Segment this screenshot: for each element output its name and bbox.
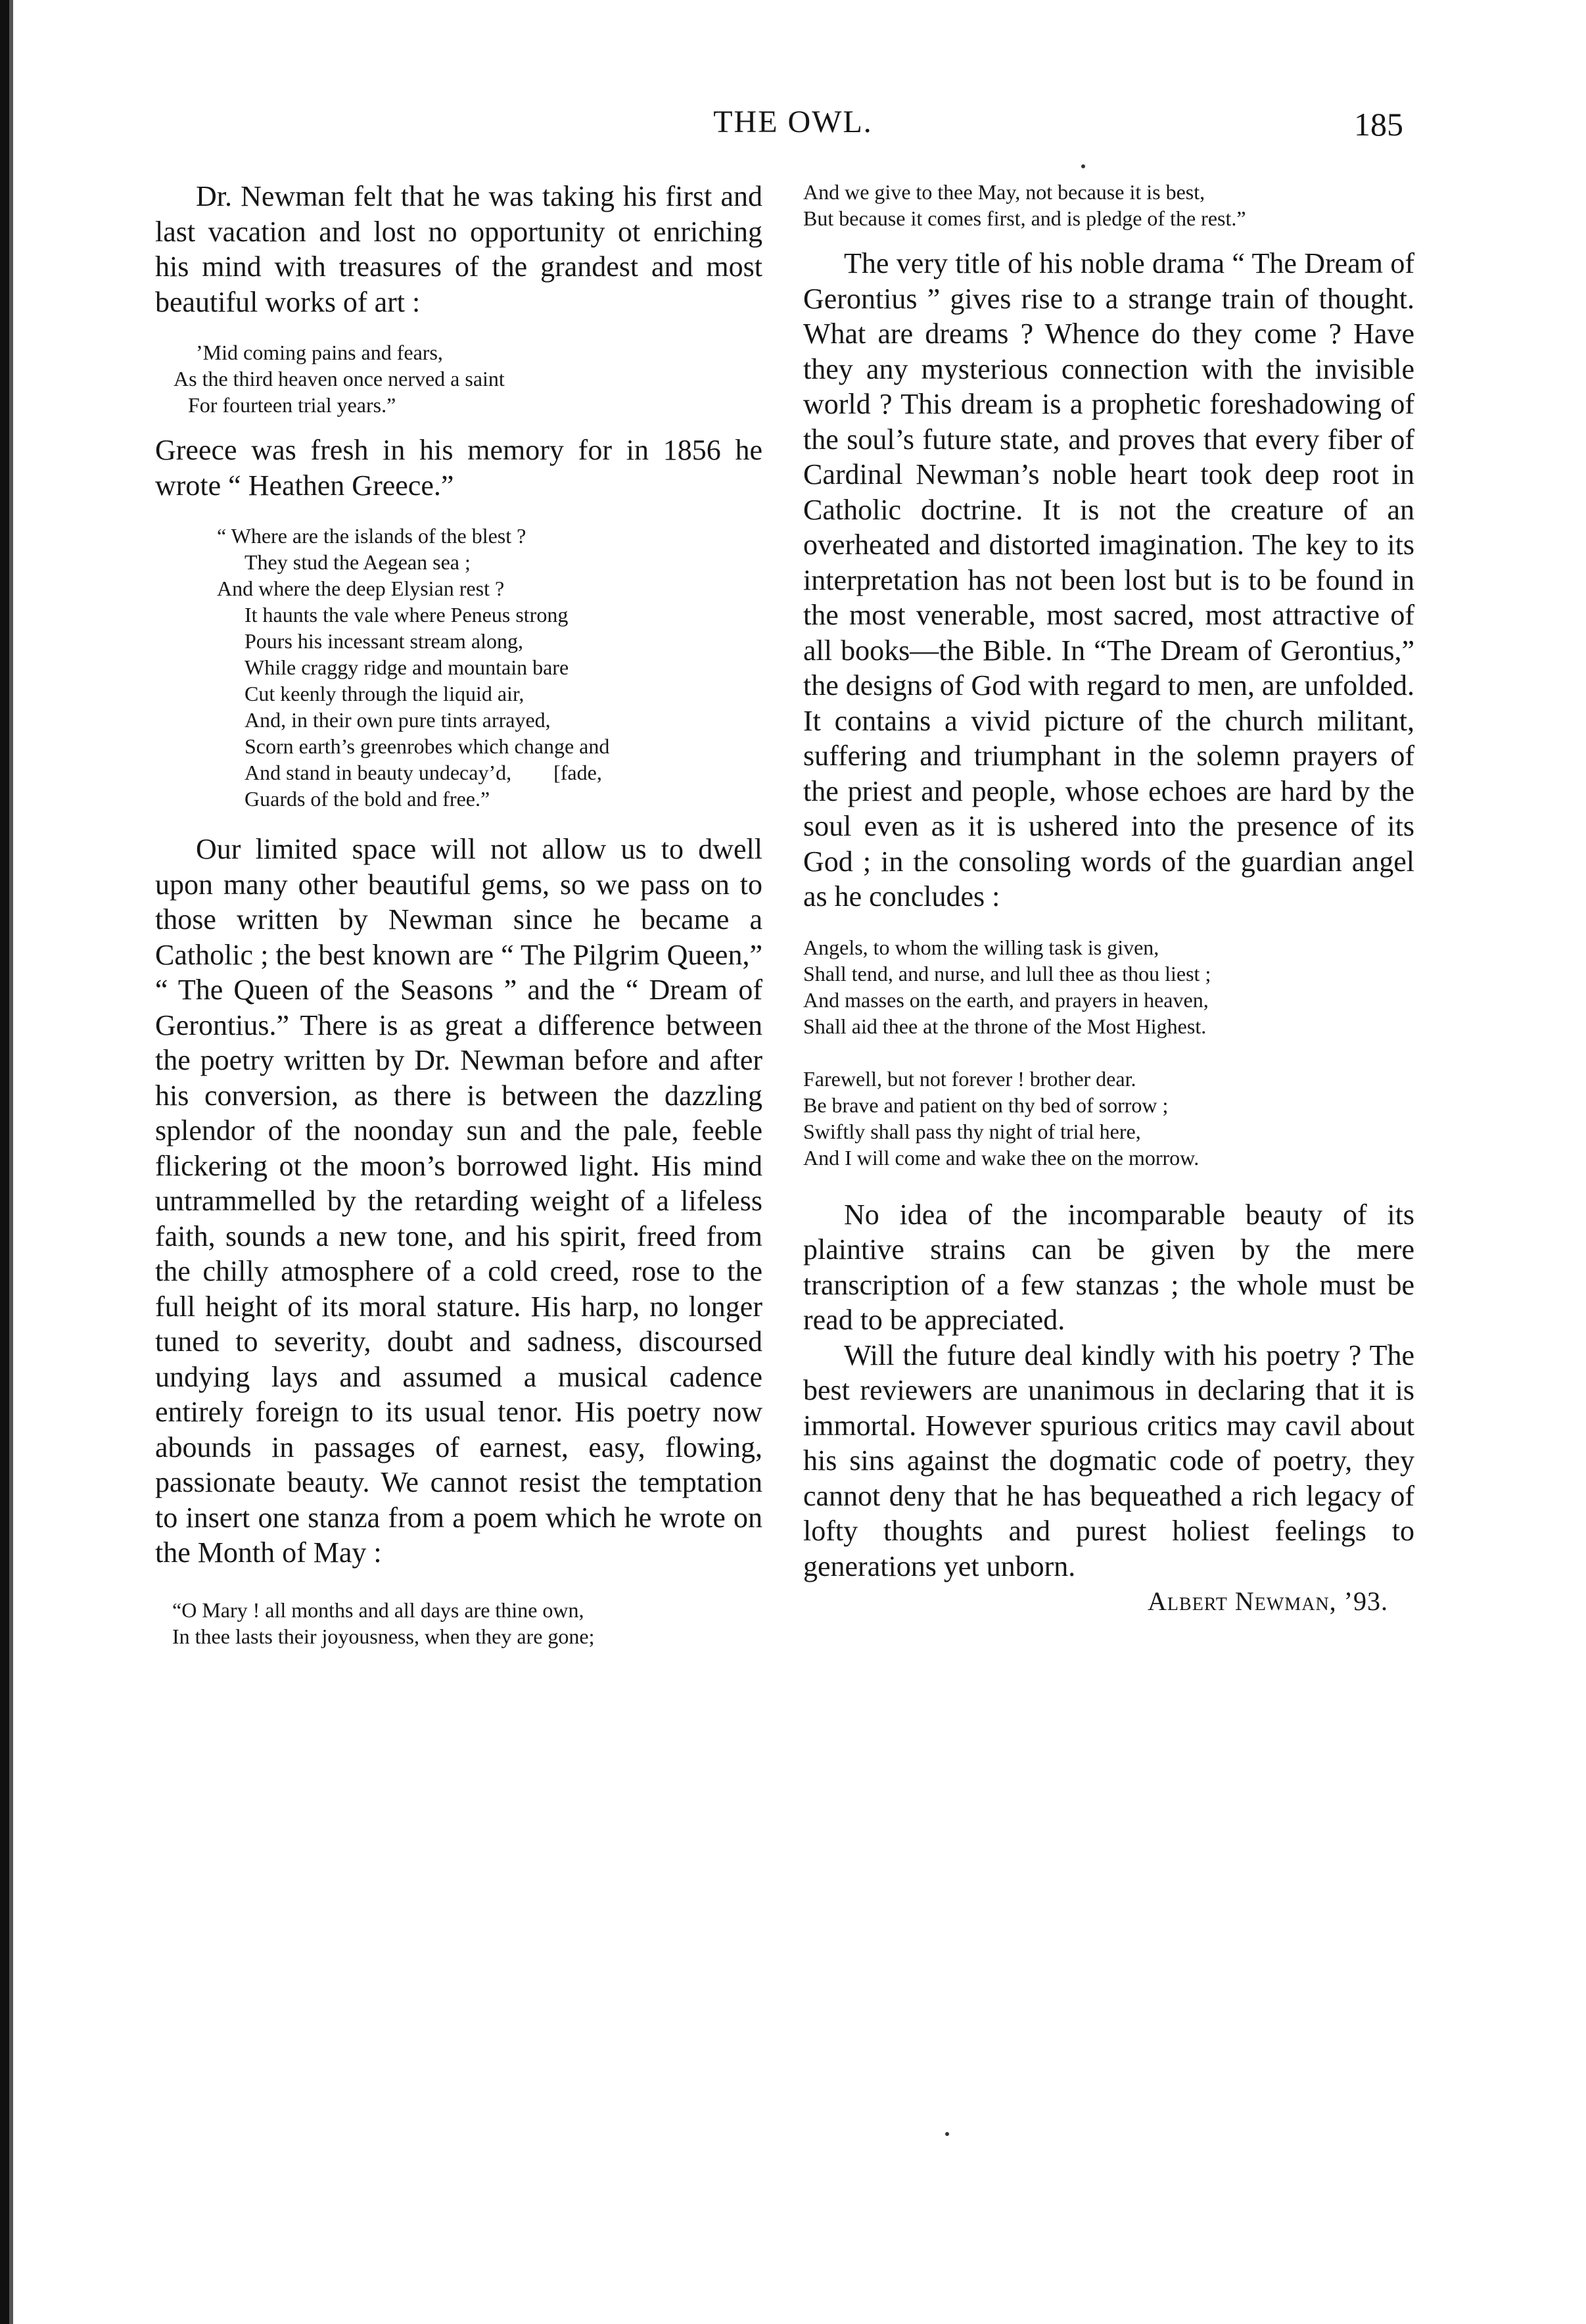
print-speck xyxy=(945,2132,949,2136)
verse-saint xyxy=(155,339,762,418)
right-column xyxy=(803,179,1414,1619)
verse-line: ’Mid coming pains and fears, xyxy=(196,341,443,364)
verse-line: And, in their own pure tints arrayed, xyxy=(245,708,551,732)
verse-line: It haunts the vale where Peneus strong xyxy=(245,603,569,627)
verse-line: Shall tend, and nurse, and lull thee as thou liest ; xyxy=(803,961,1211,985)
verse-line: And masses on the earth, and prayers in heaven, xyxy=(803,987,1209,1012)
verse-line: For fourteen trial years.” xyxy=(188,393,396,417)
verse-angel-farewell-1 xyxy=(803,934,1414,1039)
verse-line: Scorn earth’s greenrobes which change and xyxy=(245,734,610,758)
verse-line: While craggy ridge and mountain bare xyxy=(245,655,569,679)
right-paragraph-1: The very title of his noble drama “ The Dream of Gerontius ” gives rise to a strange train of thought. What are dreams ? Whence do they come ? Have they any mysterious connection with the invisible world ? This dream is a prophetic foreshadowing of the soul’s future state, and proves that every fiber of Cardinal Newman’s noble heart took deep root in Catholic doctrine. It is not the creature of an overheated and distorted imagination. The key to its interpretation has not been lost but is to be found in the most venerable, most sacred, most attractive of all books—the Bible. In “The Dream of Gerontius,” the designs of God with regard to men, are unfolded. It contains a vivid picture of the church militant, suffering and triumphant in the solemn prayers of the priest and people, whose echoes are hard by the soul even as it is ushered into the presence of its God ; in the consoling words of the guardian angel as he concludes : xyxy=(803,247,1414,913)
verse-line: And where the deep Elysian rest ? xyxy=(217,577,505,600)
verse-line: “ Where are the islands of the blest ? xyxy=(217,524,526,548)
verse-line: Pours his incessant stream along, xyxy=(245,629,523,653)
binding-shadow-edge xyxy=(9,0,13,2324)
verse-month-of-may-continued xyxy=(803,179,1414,231)
verse-month-of-may xyxy=(155,1597,762,1649)
verse-line: Farewell, but not forever ! brother dear. xyxy=(803,1066,1136,1091)
verse-line: Cut keenly through the liquid air, xyxy=(245,682,525,705)
verse-line: They stud the Aegean sea ; xyxy=(245,550,471,574)
verse-line: And I will come and wake thee on the morrow. xyxy=(803,1145,1200,1170)
left-paragraph-1: Dr. Newman felt that he was taking his first and last vacation and lost no opportunity ot enriching his mind with treasures of the grandest and most beautiful works of art : xyxy=(155,180,762,318)
running-header: THE OWL. xyxy=(713,105,873,139)
left-column xyxy=(155,179,762,1649)
verse-line: In thee lasts their joyousness, when they are gone; xyxy=(172,1624,595,1648)
verse-line: Angels, to whom the willing task is given, xyxy=(803,935,1159,959)
left-paragraph-3: Our limited space will not allow us to dwell upon many other beautiful gems, so we pass on to those written by Newman since he became a Catholic ; the best known are “ The Pilgrim Queen,” “ The Queen of the Seasons ” and the “ Dream of Gerontius.” There is as great a difference between the poetry written by Dr. Newman before and after his conversion, as there is between the dazzling splendor of the noonday sun and the pale, feeble flickering ot the moon’s borrowed light. His mind untrammelled by the retarding weight of a lifeless faith, sounds a new tone, and his spirit, freed from the chilly atmosphere of a cold creed, rose to the full height of its moral stature. His harp, no longer tuned to severity, doubt and sadness, discoursed undying lays and assumed a musical cadence entirely foreign to its usual tenor. His poetry now abounds in passages of earnest, easy, flowing, passionate beauty. We cannot resist the temptation to insert one stanza from a poem which he wrote on the Month of May : xyxy=(155,833,762,1569)
verse-line: And stand in beauty undecay’d, [fade, xyxy=(245,761,602,784)
verse-line: And we give to thee May, not because it is best, xyxy=(803,180,1205,204)
verse-line: Be brave and patient on thy bed of sorrow ; xyxy=(803,1093,1169,1117)
left-paragraph-2: Greece was fresh in his memory for in 1856 he wrote “ Heathen Greece.” xyxy=(155,434,762,502)
verse-line: Shall aid thee at the throne of the Most Highest. xyxy=(803,1014,1207,1038)
verse-line: But because it comes first, and is pledge of the rest.” xyxy=(803,206,1246,230)
verse-line: As the third heaven once nerved a saint xyxy=(174,367,505,391)
page-number: 185 xyxy=(1354,106,1403,143)
binding-shadow xyxy=(0,0,9,2324)
print-speck xyxy=(1081,164,1085,168)
right-paragraph-2: No idea of the incomparable beauty of its plaintive strains can be given by the mere transcription of a few stanzas ; the whole must be read to be appreciated. xyxy=(803,1198,1414,1336)
verse-line: Swiftly shall pass thy night of trial here, xyxy=(803,1119,1141,1143)
author-signature: Albert Newman, ’93. xyxy=(1148,1586,1388,1616)
verse-line: “O Mary ! all months and all days are thine own, xyxy=(172,1598,584,1622)
verse-line: Guards of the bold and free.” xyxy=(245,787,490,811)
verse-angel-farewell-2 xyxy=(803,1066,1414,1171)
verse-heathen-greece xyxy=(155,523,762,812)
right-paragraph-3: Will the future deal kindly with his poetry ? The best reviewers are unanimous in declaring that it is immortal. However spurious critics may cavil about his sins against the dogmatic code of poetry, they cannot deny that he has bequeathed a rich legacy of lofty thoughts and purest holiest feelings to generations yet unborn. xyxy=(803,1339,1414,1582)
